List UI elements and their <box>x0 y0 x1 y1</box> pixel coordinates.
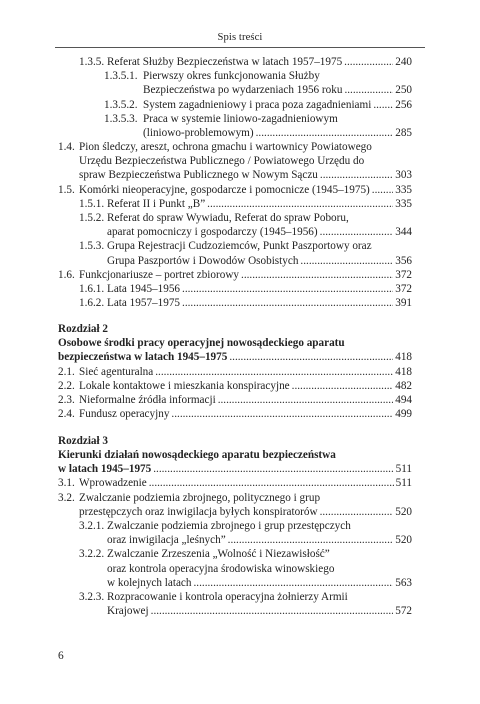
toc-line <box>58 183 412 197</box>
toc-entry <box>58 211 412 239</box>
entry-number: 1.6.2. <box>79 297 105 310</box>
entry-title: Rozpracowanie i kontrola operacyjna żołnierzy Armii <box>107 590 348 603</box>
entry-number: 3.2.2. <box>79 548 105 561</box>
toc-line <box>58 476 412 490</box>
entry-title: przestępczych oraz inwigilacja byłych konspiratorów <box>79 505 318 518</box>
entry-number: 1.6.1. <box>79 282 105 295</box>
toc-entry <box>58 365 412 379</box>
dot-leader <box>373 98 393 112</box>
dot-leader <box>292 379 394 393</box>
chapter-2 <box>58 322 412 421</box>
entry-number: 2.3. <box>58 393 75 406</box>
chapter-title: w latach 1945–1975 <box>58 463 152 476</box>
entry-title: Pierwszy okres funkcjonowania Służby <box>143 70 320 83</box>
chapter-title: bezpieczeństwa w latach 1945–1975 <box>58 351 228 364</box>
table-of-contents <box>58 55 412 618</box>
entry-number: 1.3.5.2. <box>104 98 138 111</box>
entry-page-number: 494 <box>395 393 412 406</box>
entry-title: Sieć agenturalna <box>79 365 154 378</box>
toc-line <box>58 126 412 140</box>
toc-entry <box>58 547 412 590</box>
toc-entry <box>58 55 412 69</box>
dot-leader <box>218 393 394 407</box>
toc-entry <box>58 476 412 490</box>
entry-page-number: 511 <box>395 463 412 476</box>
entry-page-number: 520 <box>395 505 412 518</box>
entry-title: Wprowadzenie <box>79 477 147 490</box>
dot-leader <box>320 168 393 182</box>
chapter-title: Kierunki działań nowosądeckiego aparatu bezpieczeństwa <box>58 449 336 462</box>
entry-title: Grupa Rejestracji Cudzoziemców, Punkt Paszportowy oraz <box>107 240 372 253</box>
entry-page-number: 256 <box>395 98 412 111</box>
entry-title: Referat II i Punkt „B” <box>107 197 206 210</box>
entry-title: Krajowej <box>107 605 149 618</box>
entry-title: Grupa Paszportów i Dowodów Osobistych <box>107 254 299 267</box>
toc-entry <box>58 69 412 97</box>
entry-page-number: 418 <box>395 365 412 378</box>
dot-leader <box>241 268 393 282</box>
entry-number: 3.1. <box>58 477 75 490</box>
entry-page-number: 285 <box>395 126 412 139</box>
dot-leader <box>171 407 393 421</box>
entry-title: oraz inwigilacja „leśnych” <box>107 534 226 547</box>
entry-page-number: 372 <box>395 268 412 281</box>
entry-title: (liniowo-problemowym) <box>143 126 254 139</box>
toc-entry <box>58 296 412 310</box>
dot-leader <box>194 576 394 590</box>
toc-entry <box>58 183 412 197</box>
entry-page-number: 250 <box>395 84 412 97</box>
toc-line <box>58 296 412 310</box>
entry-number: 1.5.2. <box>79 212 105 225</box>
dot-leader <box>320 225 394 239</box>
entry-page-number: 356 <box>395 254 412 267</box>
entry-number: 2.1. <box>58 365 75 378</box>
chapter-label: Rozdział 3 <box>58 434 109 447</box>
toc-line <box>58 268 412 282</box>
entry-page-number: 240 <box>395 55 412 68</box>
dot-leader <box>207 197 393 211</box>
toc-line <box>58 154 412 168</box>
running-head: Spis treści <box>217 32 263 43</box>
entry-number: 1.6. <box>58 268 75 281</box>
dot-leader <box>155 365 393 379</box>
toc-line <box>58 505 412 519</box>
toc-line <box>58 379 412 393</box>
dot-leader <box>228 533 394 547</box>
entry-number: 1.5.3. <box>79 240 105 253</box>
toc-line <box>58 547 412 561</box>
chapter-title: Osobowe środki pracy operacyjnej nowosądeckiego aparatu <box>58 337 345 350</box>
toc-entry <box>58 519 412 547</box>
entry-title: Zwalczanie podziemia zbrojnego i grup przestępczych <box>107 519 351 532</box>
toc-line <box>58 211 412 225</box>
toc-line <box>58 407 412 421</box>
dot-leader <box>300 254 393 268</box>
toc-entry <box>58 239 412 267</box>
toc-line <box>58 254 412 268</box>
entry-page-number: 563 <box>395 576 412 589</box>
toc-line <box>58 519 412 533</box>
entry-number: 1.3.5.3. <box>104 112 138 125</box>
entry-number: 1.4. <box>58 141 75 154</box>
toc-line <box>58 55 412 69</box>
entry-title: Urzędu Bezpieczeństwa Publicznego / Powiatowego Urzędu do <box>79 155 365 168</box>
entry-page-number: 499 <box>395 408 412 421</box>
toc-line <box>58 365 412 379</box>
toc-entry <box>58 282 412 296</box>
toc-line <box>58 491 412 505</box>
entry-number: 3.2. <box>58 491 75 504</box>
entry-page-number: 391 <box>395 297 412 310</box>
entry-title: Lata 1957–1975 <box>107 297 181 310</box>
chapter-title-line <box>58 462 412 476</box>
dot-leader <box>344 55 393 69</box>
entry-page-number: 520 <box>395 534 412 547</box>
toc-line <box>58 590 412 604</box>
toc-line <box>58 533 412 547</box>
toc-line <box>58 69 412 83</box>
toc-line <box>58 169 412 183</box>
entry-page-number: 344 <box>395 226 412 239</box>
entry-page-number: 335 <box>395 197 412 210</box>
dot-leader <box>229 350 393 364</box>
toc-line <box>58 140 412 154</box>
toc-line <box>58 112 412 126</box>
entry-title: Pion śledczy, areszt, ochrona gmachu i wartownicy Powiatowego <box>79 141 372 154</box>
dot-leader <box>149 476 394 490</box>
entry-number: 2.2. <box>58 379 75 392</box>
toc-entry <box>58 268 412 282</box>
chapter-title-line <box>58 350 412 364</box>
entry-number: 1.5.1. <box>79 197 105 210</box>
entry-title: oraz kontrola operacyjna środowiska winowskiego <box>107 562 335 575</box>
dot-leader <box>182 296 393 310</box>
entry-page-number: 303 <box>395 169 412 182</box>
chapter-label-line <box>58 434 412 448</box>
entry-title: w kolejnych latach <box>107 576 192 589</box>
dot-leader <box>153 462 393 476</box>
entry-title: Referat Służby Bezpieczeństwa w latach 1957–1975 <box>107 55 343 68</box>
entry-page-number: 372 <box>395 282 412 295</box>
dot-leader <box>320 505 394 519</box>
dot-leader <box>256 126 394 140</box>
entry-title: Bezpieczeństwa po wydarzeniach 1956 roku <box>143 84 343 97</box>
entry-number: 1.3.5.1. <box>104 70 138 83</box>
toc-line <box>58 562 412 576</box>
entry-title: Nieformalne źródła informacji <box>79 393 216 406</box>
toc-entry <box>58 590 412 618</box>
entry-page-number: 511 <box>395 477 412 490</box>
chapter-label-line <box>58 322 412 336</box>
entry-title: Referat do spraw Wywiadu, Referat do spraw Poboru, <box>107 212 349 225</box>
page-folio-number: 6 <box>58 650 64 662</box>
toc-line <box>58 393 412 407</box>
toc-line <box>58 239 412 253</box>
entry-page-number: 482 <box>395 379 412 392</box>
toc-line <box>58 225 412 239</box>
entry-page-number: 572 <box>395 605 412 618</box>
entry-title: Funkcjonariusze – portret zbiorowy <box>79 268 240 281</box>
toc-line <box>58 604 412 618</box>
toc-entry <box>58 112 412 140</box>
entry-title: Lokale kontaktowe i mieszkania konspiracyjne <box>79 379 290 392</box>
entry-title: System zagadnieniowy i praca poza zagadnieniami <box>143 98 372 111</box>
entry-title: aparat pomocniczy i gospodarczy (1945–1956) <box>107 226 318 239</box>
toc-entry <box>58 379 412 393</box>
toc-entry <box>58 491 412 519</box>
entry-title: Fundusz operacyjny <box>79 408 170 421</box>
toc-line <box>58 197 412 211</box>
toc-line <box>58 83 412 97</box>
chapter-title-line <box>58 448 412 462</box>
toc-line <box>58 98 412 112</box>
entry-title: spraw Bezpieczeństwa Publicznego w Nowym Sączu <box>79 169 318 182</box>
dot-leader <box>372 183 393 197</box>
entry-title: Zwalczanie Zrzeszenia „Wolność i Niezawisłość” <box>107 548 330 561</box>
toc-entry <box>58 407 412 421</box>
entry-page-number: 335 <box>395 183 412 196</box>
entry-title: Lata 1945–1956 <box>107 282 181 295</box>
dot-leader <box>151 604 394 618</box>
toc-line <box>58 576 412 590</box>
entry-number: 1.3.5. <box>79 55 105 68</box>
chapter-label: Rozdział 2 <box>58 322 109 335</box>
entry-number: 3.2.1. <box>79 519 105 532</box>
toc-entry <box>58 197 412 211</box>
toc-entry <box>58 98 412 112</box>
header-rule <box>55 47 425 48</box>
entry-title: Praca w systemie liniowo-zagadnieniowym <box>143 112 338 125</box>
toc-entry <box>58 140 412 183</box>
entry-number: 1.5. <box>58 183 75 196</box>
toc-entry <box>58 393 412 407</box>
entry-page-number: 418 <box>395 351 412 364</box>
entry-number: 3.2.3. <box>79 590 105 603</box>
toc-line <box>58 282 412 296</box>
entry-title: Komórki nieoperacyjne, gospodarcze i pomocnicze (1945–1975) <box>79 183 370 196</box>
dot-leader <box>344 83 393 97</box>
entry-title: Zwalczanie podziemia zbrojnego, politycznego i grup <box>79 491 321 504</box>
chapter-title-line <box>58 336 412 350</box>
chapter-3 <box>58 434 412 618</box>
dot-leader <box>182 282 393 296</box>
entry-number: 2.4. <box>58 408 75 421</box>
